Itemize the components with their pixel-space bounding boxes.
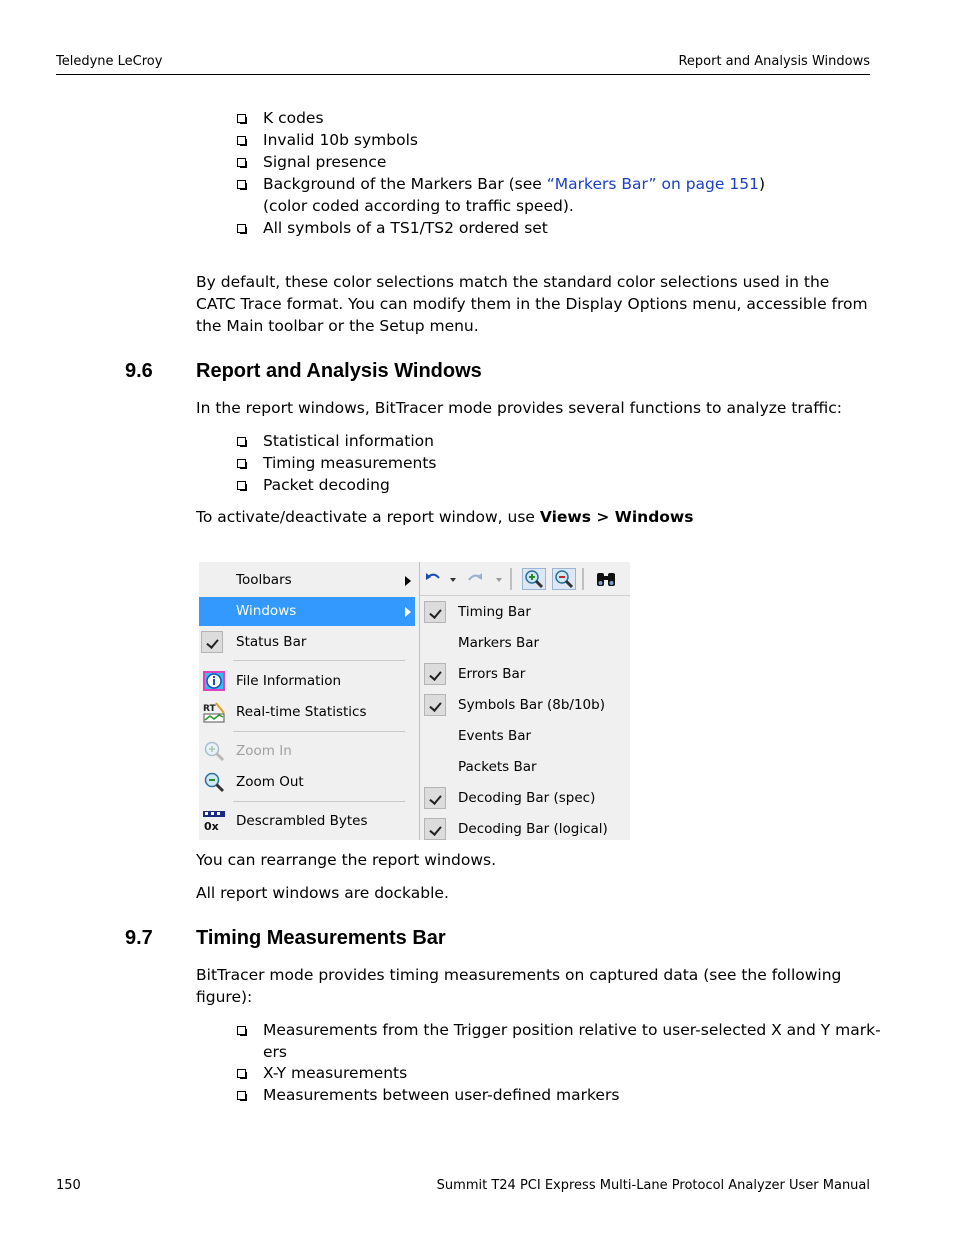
header-rule — [56, 74, 870, 75]
section-paragraph: In the report windows, BitTracer mode provides several functions to analyze traffic: — [196, 399, 843, 417]
check-icon — [424, 601, 446, 623]
header-right: Report and Analysis Windows — [678, 54, 870, 69]
menu-separator — [233, 660, 405, 661]
menu-item-windows[interactable]: Windows — [199, 597, 415, 626]
markers-bar-link[interactable]: “Markers Bar” on page 151 — [546, 175, 759, 193]
checkbox-bullet-icon — [237, 224, 246, 233]
submenu-item-decoding-bar-logical[interactable]: Decoding Bar (logical) — [420, 814, 629, 845]
submenu-item-timing-bar[interactable]: Timing Bar — [420, 597, 629, 628]
file-information-icon — [202, 670, 226, 692]
zoom-out-icon — [202, 771, 226, 793]
checkbox-bullet-icon — [237, 481, 246, 490]
submenu-item-events-bar[interactable]: Events Bar — [458, 728, 532, 744]
toolbar-strip — [420, 562, 630, 596]
header-left: Teledyne LeCroy — [56, 54, 163, 69]
check-icon — [424, 694, 446, 716]
submenu-item-symbols-bar[interactable]: Symbols Bar (8b/10b) — [420, 690, 629, 721]
menu-item-real-time-statistics[interactable]: RT Real-time Statistics — [199, 698, 415, 727]
menu-item-descrambled-bytes[interactable]: 0x Descrambled Bytes — [199, 807, 415, 836]
section-paragraph-line: figure): — [196, 988, 253, 1006]
rearrange-paragraph: You can rearrange the report windows. — [196, 851, 497, 869]
check-icon — [201, 631, 223, 653]
descrambled-bytes-icon — [202, 810, 226, 832]
svg-text:0x: 0x — [204, 820, 219, 832]
submenu-arrow-icon — [405, 576, 411, 586]
page-number: 150 — [56, 1178, 81, 1193]
checkbox-bullet-icon — [237, 1069, 246, 1078]
footer-title: Summit T24 PCI Express Multi-Lane Protocol Analyzer User Manual — [436, 1178, 870, 1193]
menu-item-zoom-in[interactable]: Zoom In — [199, 737, 415, 766]
submenu-item-packets-bar[interactable]: Packets Bar — [458, 759, 537, 775]
checkbox-bullet-icon — [237, 1026, 246, 1035]
views-menu — [199, 562, 417, 840]
check-icon — [424, 787, 446, 809]
zoom-in-icon — [202, 740, 226, 762]
submenu-item-decoding-bar-spec[interactable]: Decoding Bar (spec) — [420, 783, 629, 814]
chevron-down-icon[interactable] — [494, 568, 504, 590]
checkbox-bullet-icon — [237, 114, 246, 123]
zoom-out-icon[interactable] — [552, 568, 576, 590]
toolbar-divider — [510, 568, 512, 590]
submenu-arrow-icon — [405, 607, 411, 617]
intro-paragraph-line: CATC Trace format. You can modify them in the Display Options menu, accessible from — [196, 295, 868, 313]
submenu-item-errors-bar[interactable]: Errors Bar — [420, 659, 629, 690]
menu-item-status-bar[interactable]: Status Bar — [199, 628, 415, 657]
menu-separator — [233, 801, 405, 802]
views-menu-screenshot — [199, 562, 629, 840]
intro-paragraph-line: the Main toolbar or the Setup menu. — [196, 317, 479, 335]
submenu-item-markers-bar[interactable]: Markers Bar — [458, 635, 540, 651]
section-number: 9.7 — [125, 927, 153, 949]
intro-paragraph-line: By default, these color selections match the standard color selections used in the — [196, 273, 830, 291]
checkbox-bullet-icon — [237, 1091, 246, 1100]
svg-text:RT: RT — [203, 704, 216, 714]
chevron-down-icon[interactable] — [448, 568, 458, 590]
binoculars-icon[interactable] — [594, 568, 618, 590]
undo-icon[interactable] — [424, 568, 442, 590]
section-title: Report and Analysis Windows — [196, 360, 482, 382]
checkbox-bullet-icon — [237, 158, 246, 167]
checkbox-bullet-icon — [237, 180, 246, 189]
section-title: Timing Measurements Bar — [196, 927, 446, 949]
toolbar-divider — [582, 568, 584, 590]
menu-separator — [233, 731, 405, 732]
real-time-statistics-icon — [202, 701, 226, 723]
section-paragraph-line: BitTracer mode provides timing measurements on captured data (see the following — [196, 966, 842, 984]
checkbox-bullet-icon — [237, 136, 246, 145]
section-number: 9.6 — [125, 360, 153, 382]
dockable-paragraph: All report windows are dockable. — [196, 884, 449, 902]
menu-item-zoom-out[interactable]: Zoom Out — [199, 768, 415, 797]
checkbox-bullet-icon — [237, 437, 246, 446]
windows-submenu — [419, 562, 630, 840]
menu-item-file-information[interactable]: File Information — [199, 667, 415, 696]
menu-item-toolbars[interactable]: Toolbars — [199, 566, 415, 595]
checkbox-bullet-icon — [237, 459, 246, 468]
activate-instruction: To activate/deactivate a report window, use Views > Windows — [196, 508, 694, 526]
redo-icon[interactable] — [466, 568, 484, 590]
zoom-in-icon[interactable] — [522, 568, 546, 590]
check-icon — [424, 818, 446, 840]
check-icon — [424, 663, 446, 685]
